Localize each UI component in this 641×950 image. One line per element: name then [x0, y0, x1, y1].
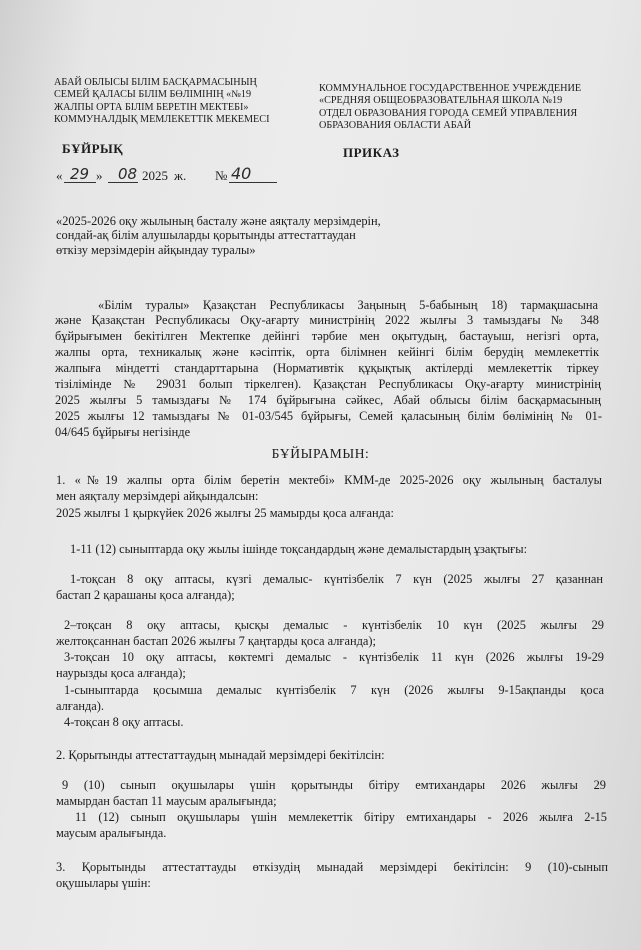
order-heading: БҰЙЫРАМЫН:: [271, 446, 370, 461]
preamble-line: 04/645 бұйрығы негізінде: [55, 425, 191, 439]
body-line: мен аяқталу мерзімдері айқындалсын:: [56, 489, 259, 503]
body-line: 2. Қорытынды аттестаттаудың мынадай мерзімдері бекітілсін:: [56, 748, 385, 762]
topic-line: «2025-2026 оқу жылының басталу және аяқталу мерзімдерін,: [56, 214, 381, 228]
preamble-line: 2025 жылғы 5 тамыздағы № 174 бұйрығына сәйкес, Абай облысы білім басқармасының: [55, 393, 601, 407]
header-right-line: ОТДЕЛ ОБРАЗОВАНИЯ ГОРОДА СЕМЕЙ УПРАВЛЕНИЯ: [319, 107, 578, 119]
body-line: наурызды қоса алғанда);: [56, 666, 186, 680]
header-left-line: ЖАЛПЫ ОРТА БІЛІМ БЕРЕТІН МЕКТЕБІ»: [54, 101, 249, 113]
header-left-line: СЕМЕЙ ҚАЛАСЫ БІЛІМ БӨЛІМІНІҢ «№19: [54, 89, 252, 101]
topic-line: сондай-ақ білім алушыларды қорытынды аттестаттаудан: [56, 228, 356, 243]
date-year-suffix: ж.: [174, 168, 187, 183]
body-line: 9 (10) сынып оқушылары үшін қорытынды бітіру емтихандары 2026 жылғы 29: [62, 778, 606, 792]
preamble-line: және Қазақстан Республикасы Оқу-ағарту министрінің 2022 жылғы 3 тамыздағы № 348: [55, 313, 599, 327]
body-line: 1-сыныптарда қосымша демалыс күнтізбелік 7 күн (2026 жылғы 9-15ақпанды қоса: [64, 683, 604, 697]
date-day: 29: [70, 165, 90, 183]
date-open-quote: «: [56, 168, 63, 183]
header-right: [319, 83, 581, 133]
order-label-kz: БҰЙРЫҚ: [62, 141, 124, 156]
body-line: 3-тоқсан 10 оқу аптасы, көктемгі демалыс - күнтізбелік 11 күн (2026 жылғы 19-29: [64, 650, 604, 664]
header-left-line: АБАЙ ОБЛЫСЫ БІЛІМ БАСҚАРМАСЫНЫҢ: [54, 77, 257, 88]
header-right-line: КОММУНАЛЬНОЕ ГОСУДАРСТВЕННОЕ УЧРЕЖДЕНИЕ: [319, 83, 582, 94]
date-day-underline: [64, 182, 96, 183]
preamble-line: жалпы орта, техникалық және кәсіптік, орта білімнен кейінгі білім берудің мемлекеттік: [55, 345, 599, 359]
body-line: маусым аралығында.: [56, 826, 167, 840]
order-topic: [56, 214, 381, 257]
body-line: оқушылары үшін:: [56, 876, 151, 890]
date-month: 08: [118, 165, 138, 183]
order-number-value: 40: [231, 164, 252, 183]
body-line: 3. Қорытынды аттестаттауды өткізудің мынадай мерзімдері бекітілсін: 9 (10)-сынып: [56, 860, 608, 874]
date-month-underline: [108, 182, 138, 183]
body-line: 4-тоқсан 8 оқу аптасы.: [64, 715, 184, 729]
body-line: 2–тоқсан 8 оқу аптасы, қысқы демалыс - күнтізбелік 10 күн (2025 жылғы 29: [64, 618, 604, 632]
preamble-line: «Білім туралы» Қазақстан Республикасы Заңының 5-бабының 18) тармақшасына: [98, 298, 598, 312]
body-line: 1-тоқсан 8 оқу аптасы, күзгі демалыс- күнтізбелік 7 күн (2025 жылғы 27 қазаннан: [70, 572, 603, 586]
number-sign: №: [215, 168, 228, 183]
order-label-ru: ПРИКАЗ: [343, 145, 400, 160]
body-line: 1-11 (12) сыныптарда оқу жылы ішінде тоқсандардың және демалыстардың ұзақтығы:: [70, 542, 528, 556]
header-right-line: «СРЕДНЯЯ ОБЩЕОБРАЗОВАТЕЛЬНАЯ ШКОЛА №19: [319, 95, 563, 107]
preamble-line: бұйрығымен бекітілген Мектепке дейінгі тәрбие мен оқытудың, бастауыш, негізгі орта,: [55, 329, 599, 343]
header-left-line: КОММУНАЛДЫҚ МЕМЛЕКЕТТІК МЕКЕМЕСІ: [54, 114, 270, 126]
body-line: желтоқсаннан бастап 2026 жылғы 7 қаңтарды қоса алғанда);: [56, 634, 376, 648]
topic-line: өткізу мерзімдерін айқындау туралы»: [56, 242, 256, 257]
order-number: [215, 166, 285, 188]
body-line: мамырдан бастап 11 маусым аралығында;: [56, 794, 277, 808]
body-line: 11 (12) сынып оқушылары үшін мемлекеттік бітіру емтихандары - 2026 жылға 2-15: [75, 810, 607, 824]
body-line: 1. «№19 жалпы орта білім беретін мектебі» КММ-де 2025-2026 оқу жылының басталуы: [56, 473, 602, 487]
preamble-line: тізілімінде № 29031 болып тіркелген). Қазақстан Республикасы Оқу-ағарту министрінің: [55, 377, 601, 391]
preamble-line: 2025 жылғы 12 тамыздағы № 01-03/545 бұйрығы, Семей қаласының білім бөлімінің № 01-: [55, 409, 602, 423]
number-underline: [229, 182, 277, 183]
header-right-line: ОБРАЗОВАНИЯ ОБЛАСТИ АБАЙ: [319, 120, 472, 132]
body-line: 2025 жылғы 1 қыркүйек 2026 жылғы 25 мамырды қоса алғанда:: [56, 506, 394, 520]
body-line: бастап 2 қарашаны қоса алғанда);: [56, 588, 235, 602]
preamble-line: жалпыға міндетті стандарттарына (Нормативтік құқықтық актілерді мемлекеттік тіркеу: [55, 361, 599, 375]
header-left: [54, 77, 269, 127]
date-close-quote: »: [96, 168, 103, 183]
date-year: 2025: [142, 168, 168, 183]
body-line: алғанда).: [56, 699, 105, 713]
